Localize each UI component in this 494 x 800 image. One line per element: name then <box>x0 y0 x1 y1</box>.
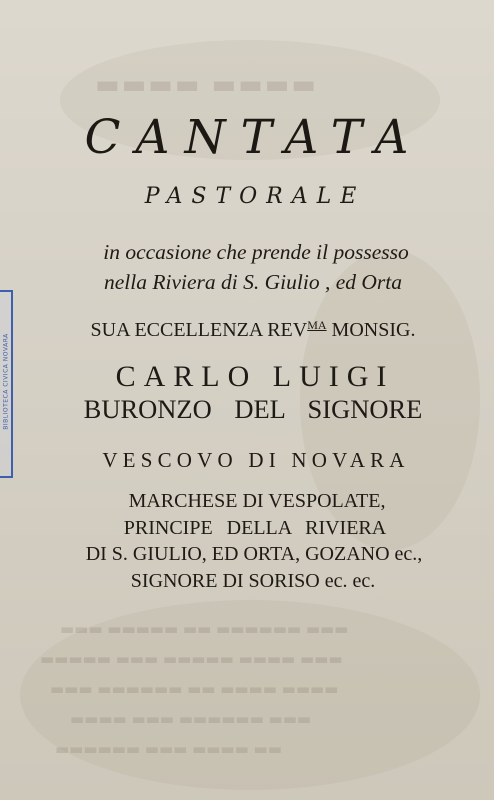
bleed-through-text: ▬▬▬▬▬▬ ▬▬▬ ▬▬▬▬ ▬▬ <box>55 740 282 758</box>
bleed-through-text: ▬▬▬▬ ▬▬▬▬ <box>95 70 318 100</box>
title: CANTATA <box>84 110 424 165</box>
occasion-line-2: nella Riviera di S. Giulio , ed Orta <box>104 270 402 294</box>
title-line-principe: PRINCIPE DELLA RIVIERA <box>123 517 387 539</box>
bleed-through-text: ▬▬▬ ▬▬▬▬▬▬ ▬▬ ▬▬▬▬ ▬▬▬▬ <box>50 680 339 698</box>
library-stamp-text: BIBLIOTECA CIVICA NOVARA <box>2 333 10 430</box>
dignitary-prefix: SUA ECCELLENZA REV <box>90 319 308 341</box>
title-line-giulio: DI S. GIULIO, ED ORTA, GOZANO ec., <box>85 543 423 565</box>
dignitary-line <box>0 318 494 342</box>
dignitary-superscript: MA <box>307 318 327 332</box>
name-line-2: BURONZO DEL SIGNORE <box>83 394 423 424</box>
bleed-through-text: ▬▬▬▬▬ ▬▬▬ ▬▬▬▬▬ ▬▬▬▬ ▬▬▬ <box>40 650 343 668</box>
subtitle: PASTORALE <box>144 184 366 209</box>
dignitary-suffix: MONSIG. <box>326 319 416 341</box>
title-line-soriso: SIGNORE DI SORISO ec. ec. <box>130 570 376 592</box>
bleed-through-text: ▬▬▬ ▬▬▬▬▬ ▬▬ ▬▬▬▬▬▬ ▬▬▬ <box>60 620 349 638</box>
bleed-through-text: ▬▬▬▬ ▬▬▬ ▬▬▬▬▬▬ ▬▬▬ <box>70 710 312 728</box>
name-line-1: CARLO LUIGI <box>115 360 395 393</box>
occasion-line-1: in occasione che prende il possesso <box>103 240 409 264</box>
title-line-marchese: MARCHESE DI VESPOLATE, <box>128 490 386 512</box>
bishop-line: VESCOVO DI NOVARA <box>102 448 410 472</box>
